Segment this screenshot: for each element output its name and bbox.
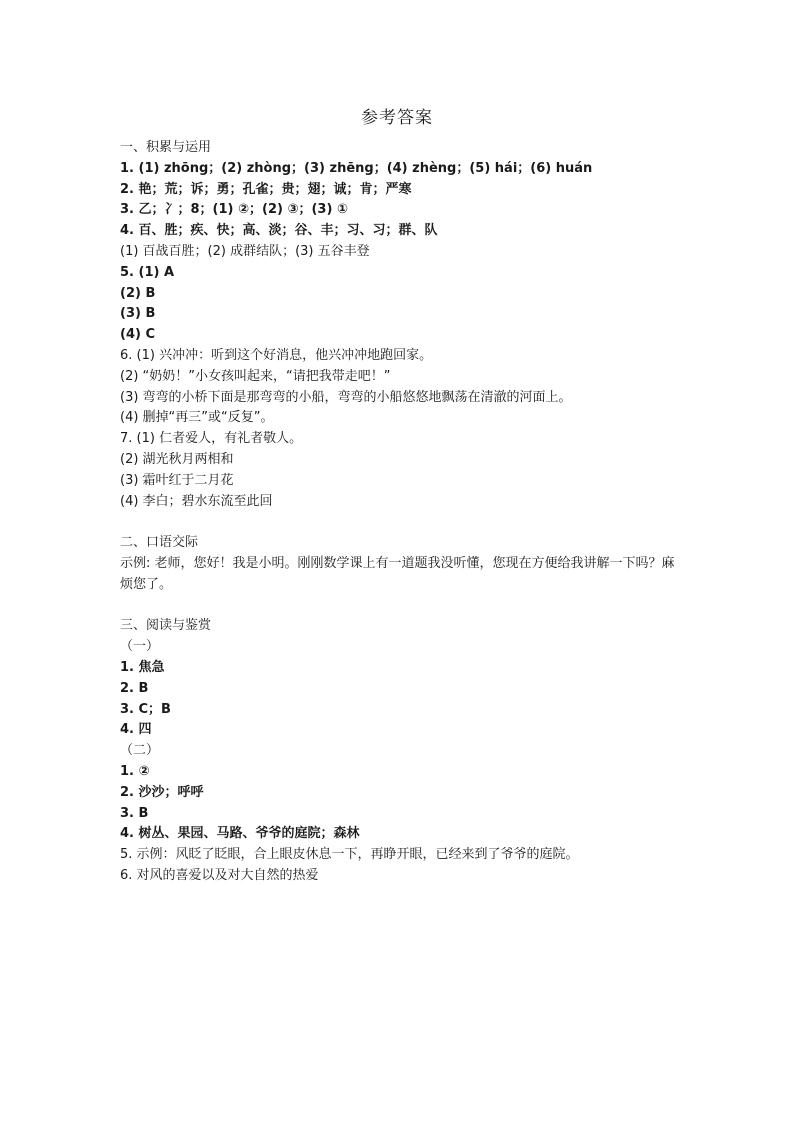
answer-line: 1. 焦急: [120, 659, 165, 675]
reading-part-label: （二）: [120, 743, 160, 759]
answer-line: (4) 李白；碧水东流至此回: [120, 493, 273, 509]
answer-line: (2) “奶奶！”小女孩叫起来，“请把我带走吧！”: [120, 368, 391, 384]
answer-line: (2) B: [120, 285, 156, 301]
answer-line: (3) B: [120, 306, 156, 322]
answer-line: 5. (1) A: [120, 264, 175, 280]
oral-example-text: 示例: 老师，您好！我是小明。刚刚数学课上有一道题我没听懂，您现在方便给我讲解一下吗？麻烦您了。: [120, 555, 675, 592]
answer-line: 2. 艳；荒；诉；勇；孔雀；贵；翅；诚；肯；严寒: [120, 181, 412, 197]
answer-line: 4. 树丛、果园、马路、爷爷的庭院；森林: [120, 826, 360, 842]
answer-line: 4. 四: [120, 722, 152, 738]
section-heading-oral: 二、口语交际: [120, 535, 199, 551]
answer-line: 2. 沙沙；呼呼: [120, 784, 204, 800]
answer-line: 1. (1) zhōng；(2) zhòng；(3) zhēng；(4) zhèng；(5) hái；(6) huán: [120, 160, 593, 176]
answer-line: 3. B: [120, 805, 149, 821]
answer-line: 1. ②: [120, 763, 150, 779]
section-heading-reading: 三、阅读与鉴赏: [120, 618, 212, 634]
answer-line: (2) 湖光秋月两相和: [120, 451, 234, 467]
answer-line: (3) 霜叶红于二月花: [120, 472, 234, 488]
spacer: [120, 596, 680, 617]
answer-line: 5. 示例：风眨了眨眼，合上眼皮休息一下，再睁开眼，已经来到了爷爷的庭院。: [120, 847, 579, 863]
answer-line: 3. 乙；冫；8；(1) ②；(2) ③；(3) ①: [120, 202, 348, 218]
answer-line: 4. 百、胜；疾、快；高、淡；谷、丰；习、习；群、队: [120, 223, 438, 239]
answer-line: 2. B: [120, 680, 149, 696]
answer-line: 7. (1) 仁者爱人，有礼者敬人。: [120, 431, 303, 447]
reading-part-label: （一）: [120, 639, 160, 655]
answer-line: 6. 对风的喜爱以及对大自然的热爱: [120, 867, 319, 883]
answer-content: [120, 138, 680, 887]
section-heading-accumulation: 一、积累与运用: [120, 140, 212, 155]
answer-line: (4) C: [120, 327, 155, 343]
answer-line: (3) 弯弯的小桥下面是那弯弯的小船，弯弯的小船悠悠地飘荡在清澈的河面上。: [120, 389, 572, 405]
spacer: [120, 512, 680, 533]
answer-line: (4) 删掉“再三”或“反复”。: [120, 410, 274, 426]
answer-line: 6. (1) 兴冲冲：听到这个好消息，他兴冲冲地跑回家。: [120, 347, 433, 363]
answer-line: (1) 百战百胜；(2) 成群结队；(3) 五谷丰登: [120, 243, 370, 259]
answer-line: 3. C；B: [120, 701, 171, 717]
page-title: 参考答案: [361, 108, 433, 128]
